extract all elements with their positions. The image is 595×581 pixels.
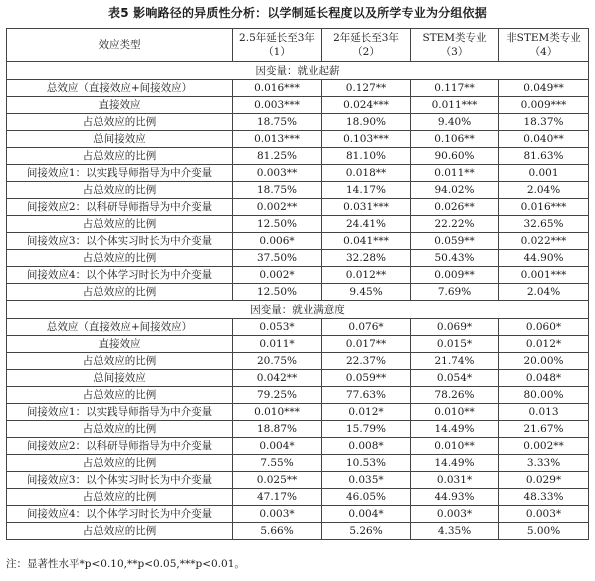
results-table: [6, 28, 589, 540]
table-row: [7, 489, 589, 506]
header-col-2: [322, 29, 411, 62]
cell-value: 7.69%: [411, 284, 499, 301]
cell-value: 0.003*: [233, 506, 322, 523]
table-row: [7, 250, 589, 267]
table-row: [7, 216, 589, 233]
row-label: 占总效应的比例: [7, 216, 233, 233]
cell-value: 0.060*: [499, 319, 589, 336]
cell-value: 81.63%: [499, 148, 589, 165]
row-label: 占总效应的比例: [7, 182, 233, 199]
cell-value: 0.002**: [233, 199, 322, 216]
cell-value: 5.66%: [233, 523, 322, 540]
row-label: 占总效应的比例: [7, 250, 233, 267]
cell-value: 22.22%: [411, 216, 499, 233]
cell-value: 0.106**: [411, 131, 499, 148]
cell-value: 80.00%: [499, 387, 589, 404]
row-label: 占总效应的比例: [7, 489, 233, 506]
cell-value: 78.26%: [411, 387, 499, 404]
cell-value: 37.50%: [233, 250, 322, 267]
cell-value: 18.87%: [233, 421, 322, 438]
row-label: 占总效应的比例: [7, 523, 233, 540]
header-col-2-title: 2年延长至3年: [333, 32, 399, 44]
cell-value: 18.75%: [233, 182, 322, 199]
cell-value: 0.049**: [499, 80, 589, 97]
cell-value: 7.55%: [233, 455, 322, 472]
cell-value: 0.031*: [411, 472, 499, 489]
cell-value: 90.60%: [411, 148, 499, 165]
row-label: 间接效应4：以个体学习时长为中介变量: [7, 267, 233, 284]
header-col-1-number: （1）: [263, 46, 291, 58]
table-row: [7, 165, 589, 182]
cell-value: 14.17%: [322, 182, 411, 199]
row-label: 间接效应3：以个体实习时长为中介变量: [7, 233, 233, 250]
table-row: [7, 182, 589, 199]
row-label: 占总效应的比例: [7, 284, 233, 301]
cell-value: 47.17%: [233, 489, 322, 506]
header-col-3: [411, 29, 499, 62]
cell-value: 18.37%: [499, 114, 589, 131]
cell-value: 10.53%: [322, 455, 411, 472]
table-row: [7, 114, 589, 131]
header-col-1-title: 2.5年延长至3年: [239, 32, 315, 44]
cell-value: 0.012*: [499, 336, 589, 353]
row-label: 间接效应2：以科研导师指导为中介变量: [7, 199, 233, 216]
cell-value: 12.50%: [233, 216, 322, 233]
cell-value: 2.04%: [499, 182, 589, 199]
table-row: [7, 284, 589, 301]
cell-value: 0.001: [499, 165, 589, 182]
cell-value: 20.75%: [233, 353, 322, 370]
cell-value: 12.50%: [233, 284, 322, 301]
cell-value: 3.33%: [499, 455, 589, 472]
cell-value: 0.040**: [499, 131, 589, 148]
table-body: [7, 62, 589, 540]
row-label: 占总效应的比例: [7, 421, 233, 438]
header-col-2-number: （2）: [352, 46, 380, 58]
cell-value: 0.042**: [233, 370, 322, 387]
cell-value: 0.041***: [322, 233, 411, 250]
row-label: 总效应（直接效应+间接效应）: [7, 80, 233, 97]
cell-value: 18.90%: [322, 114, 411, 131]
cell-value: 4.35%: [411, 523, 499, 540]
cell-value: 0.048*: [499, 370, 589, 387]
row-label: 间接效应4：以个体学习时长为中介变量: [7, 506, 233, 523]
row-label: 直接效应: [7, 336, 233, 353]
cell-value: 0.015*: [411, 336, 499, 353]
cell-value: 0.003**: [233, 165, 322, 182]
cell-value: 14.49%: [411, 455, 499, 472]
cell-value: 18.75%: [233, 114, 322, 131]
cell-value: 0.008*: [322, 438, 411, 455]
cell-value: 0.127**: [322, 80, 411, 97]
section-header-row: [7, 301, 589, 319]
cell-value: 0.003*: [499, 506, 589, 523]
row-label: 总效应（直接效应+间接效应）: [7, 319, 233, 336]
cell-value: 0.069*: [411, 319, 499, 336]
row-label: 间接效应1：以实践导师指导为中介变量: [7, 165, 233, 182]
cell-value: 0.001***: [499, 267, 589, 284]
cell-value: 0.054*: [411, 370, 499, 387]
cell-value: 0.004*: [322, 506, 411, 523]
row-label: 间接效应1：以实践导师指导为中介变量: [7, 404, 233, 421]
row-label: 占总效应的比例: [7, 353, 233, 370]
cell-value: 81.10%: [322, 148, 411, 165]
cell-value: 79.25%: [233, 387, 322, 404]
cell-value: 0.016***: [499, 199, 589, 216]
cell-value: 0.022***: [499, 233, 589, 250]
table-row: [7, 506, 589, 523]
table-row: [7, 455, 589, 472]
cell-value: 0.011**: [411, 165, 499, 182]
cell-value: 32.65%: [499, 216, 589, 233]
cell-value: 50.43%: [411, 250, 499, 267]
cell-value: 24.41%: [322, 216, 411, 233]
cell-value: 0.024***: [322, 97, 411, 114]
table-caption: 表5 影响路径的异质性分析：以学制延长程度以及所学专业为分组依据: [108, 6, 487, 20]
cell-value: 20.00%: [499, 353, 589, 370]
cell-value: 0.031***: [322, 199, 411, 216]
cell-value: 81.25%: [233, 148, 322, 165]
cell-value: 48.33%: [499, 489, 589, 506]
cell-value: 44.90%: [499, 250, 589, 267]
header-effect-type: 效应类型: [7, 29, 233, 62]
row-label: 间接效应3：以个体实习时长为中介变量: [7, 472, 233, 489]
cell-value: 0.010**: [411, 404, 499, 421]
cell-value: 0.013***: [233, 131, 322, 148]
row-label: 占总效应的比例: [7, 148, 233, 165]
cell-value: 0.029*: [499, 472, 589, 489]
table-row: [7, 199, 589, 216]
row-label: 占总效应的比例: [7, 387, 233, 404]
cell-value: 14.49%: [411, 421, 499, 438]
header-row: [7, 29, 589, 62]
header-col-3-number: （3）: [440, 46, 469, 58]
table-row: [7, 80, 589, 97]
cell-value: 46.05%: [322, 489, 411, 506]
cell-value: 0.003***: [233, 97, 322, 114]
cell-value: 0.059**: [322, 370, 411, 387]
significance-note: 注：显著性水平*p<0.10,**p<0.05,***p<0.01。: [6, 558, 245, 570]
cell-value: 0.035*: [322, 472, 411, 489]
cell-value: 0.002**: [499, 438, 589, 455]
cell-value: 9.40%: [411, 114, 499, 131]
row-label: 总间接效应: [7, 370, 233, 387]
cell-value: 0.026**: [411, 199, 499, 216]
cell-value: 0.012**: [322, 267, 411, 284]
row-label: 间接效应2：以科研导师指导为中介变量: [7, 438, 233, 455]
row-label: 直接效应: [7, 97, 233, 114]
table-row: [7, 438, 589, 455]
section-title: 因变量：就业起薪: [7, 62, 589, 80]
cell-value: 0.103***: [322, 131, 411, 148]
table-row: [7, 233, 589, 250]
cell-value: 0.025**: [233, 472, 322, 489]
cell-value: 21.74%: [411, 353, 499, 370]
cell-value: 0.053*: [233, 319, 322, 336]
table-row: [7, 148, 589, 165]
table-row: [7, 97, 589, 114]
cell-value: 0.011*: [233, 336, 322, 353]
row-label: 占总效应的比例: [7, 114, 233, 131]
table-row: [7, 267, 589, 284]
section-header-row: [7, 62, 589, 80]
cell-value: 0.002*: [233, 267, 322, 284]
cell-value: 21.67%: [499, 421, 589, 438]
cell-value: 0.011***: [411, 97, 499, 114]
cell-value: 0.012*: [322, 404, 411, 421]
cell-value: 0.016***: [233, 80, 322, 97]
cell-value: 44.93%: [411, 489, 499, 506]
table-row: [7, 421, 589, 438]
cell-value: 22.37%: [322, 353, 411, 370]
cell-value: 0.009**: [411, 267, 499, 284]
cell-value: 94.02%: [411, 182, 499, 199]
table-row: [7, 404, 589, 421]
header-col-3-title: STEM类专业: [422, 32, 487, 44]
cell-value: 0.003*: [411, 506, 499, 523]
cell-value: 5.26%: [322, 523, 411, 540]
header-col-1: [233, 29, 322, 62]
header-col-4-title: 非STEM类专业: [506, 32, 581, 44]
cell-value: 0.013: [499, 404, 589, 421]
row-label: 总间接效应: [7, 131, 233, 148]
table-row: [7, 336, 589, 353]
cell-value: 0.009***: [499, 97, 589, 114]
header-col-4: [499, 29, 589, 62]
table-row: [7, 472, 589, 489]
cell-value: 0.010**: [411, 438, 499, 455]
cell-value: 32.28%: [322, 250, 411, 267]
cell-value: 15.79%: [322, 421, 411, 438]
table-row: [7, 387, 589, 404]
cell-value: 77.63%: [322, 387, 411, 404]
cell-value: 9.45%: [322, 284, 411, 301]
cell-value: 0.017**: [322, 336, 411, 353]
table-row: [7, 131, 589, 148]
table-row: [7, 370, 589, 387]
cell-value: 0.006*: [233, 233, 322, 250]
cell-value: 0.010***: [233, 404, 322, 421]
cell-value: 2.04%: [499, 284, 589, 301]
section-title: 因变量：就业满意度: [7, 301, 589, 319]
header-col-4-number: （4）: [529, 46, 558, 58]
cell-value: 0.018**: [322, 165, 411, 182]
cell-value: 5.00%: [499, 523, 589, 540]
cell-value: 0.004*: [233, 438, 322, 455]
cell-value: 0.076*: [322, 319, 411, 336]
cell-value: 0.059**: [411, 233, 499, 250]
table-row: [7, 353, 589, 370]
cell-value: 0.117**: [411, 80, 499, 97]
table-row: [7, 523, 589, 540]
row-label: 占总效应的比例: [7, 455, 233, 472]
table-row: [7, 319, 589, 336]
